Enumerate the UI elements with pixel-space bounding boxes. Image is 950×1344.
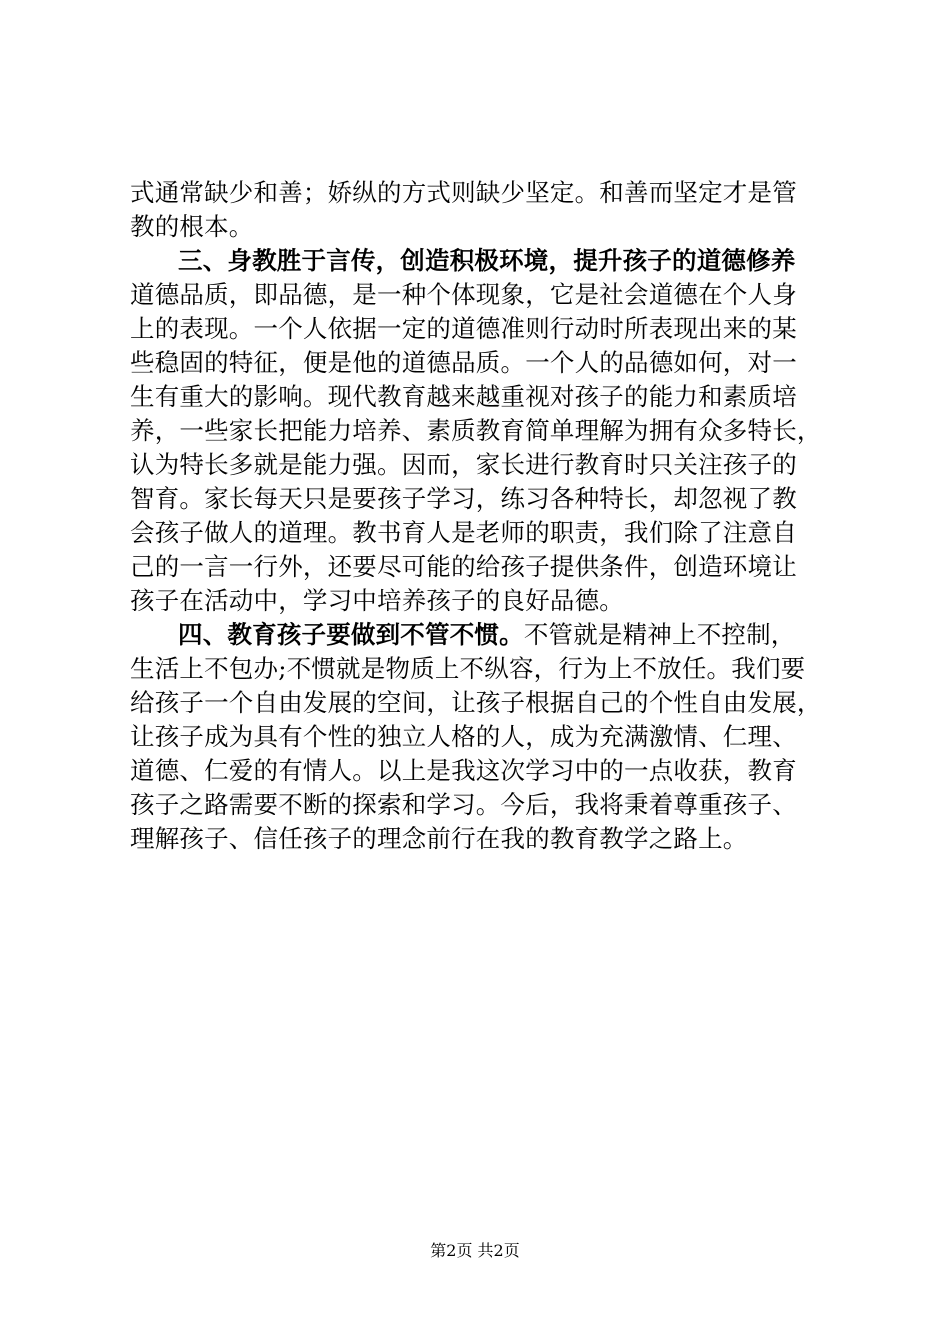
paragraph-4-first-line — [178, 618, 796, 652]
text-line: 智育。家长每天只是要孩子学习，练习各种特长，却忽视了教 — [130, 484, 797, 513]
text-span: 不管就是精神上不控制， — [523, 620, 796, 649]
text-line: 上的表现。一个人依据一定的道德准则行动时所表现出来的某 — [130, 314, 797, 343]
text-line: 孩子在活动中，学习中培养孩子的良好品德。 — [130, 586, 624, 615]
text-line: 生活上不包办;不惯就是物质上不纵容，行为上不放任。我们要 — [130, 654, 806, 683]
text-line: 养，一些家长把能力培养、素质教育简单理解为拥有众多特长， — [130, 416, 822, 445]
text-line: 些稳固的特征，便是他的道德品质。一个人的品德如何，对一 — [130, 348, 797, 377]
section-heading: 四、教育孩子要做到不管不惯。 — [178, 620, 524, 649]
text-line: 生有重大的影响。现代教育越来越重视对孩子的能力和素质培 — [130, 382, 797, 411]
text-line: 会孩子做人的道理。教书育人是老师的职责，我们除了注意自 — [130, 518, 797, 547]
page-footer: 第2页 共2页 — [430, 1241, 520, 1260]
text-line: 己的一言一行外，还要尽可能的给孩子提供条件，创造环境让 — [130, 552, 797, 581]
text-line: 教的根本。 — [130, 212, 254, 241]
text-line: 道德、仁爱的有情人。以上是我这次学习中的一点收获，教育 — [130, 756, 797, 785]
text-line: 式通常缺少和善；娇纵的方式则缺少坚定。和善而坚定才是管 — [130, 178, 797, 207]
text-line: 让孩子成为具有个性的独立人格的人，成为充满激情、仁理、 — [130, 722, 797, 751]
text-line: 理解孩子、信任孩子的理念前行在我的教育教学之路上。 — [130, 824, 748, 853]
text-line: 给孩子一个自由发展的空间，让孩子根据自己的个性自由发展， — [130, 688, 822, 717]
text-line: 孩子之路需要不断的探索和学习。今后，我将秉着尊重孩子、 — [130, 790, 797, 819]
text-line: 道德品质，即品德，是一种个体现象，它是社会道德在个人身 — [130, 280, 797, 309]
text-line: 认为特长多就是能力强。因而，家长进行教育时只关注孩子的 — [130, 450, 797, 479]
section-heading: 三、身教胜于言传，创造积极环境，提升孩子的道德修养 — [178, 246, 796, 275]
